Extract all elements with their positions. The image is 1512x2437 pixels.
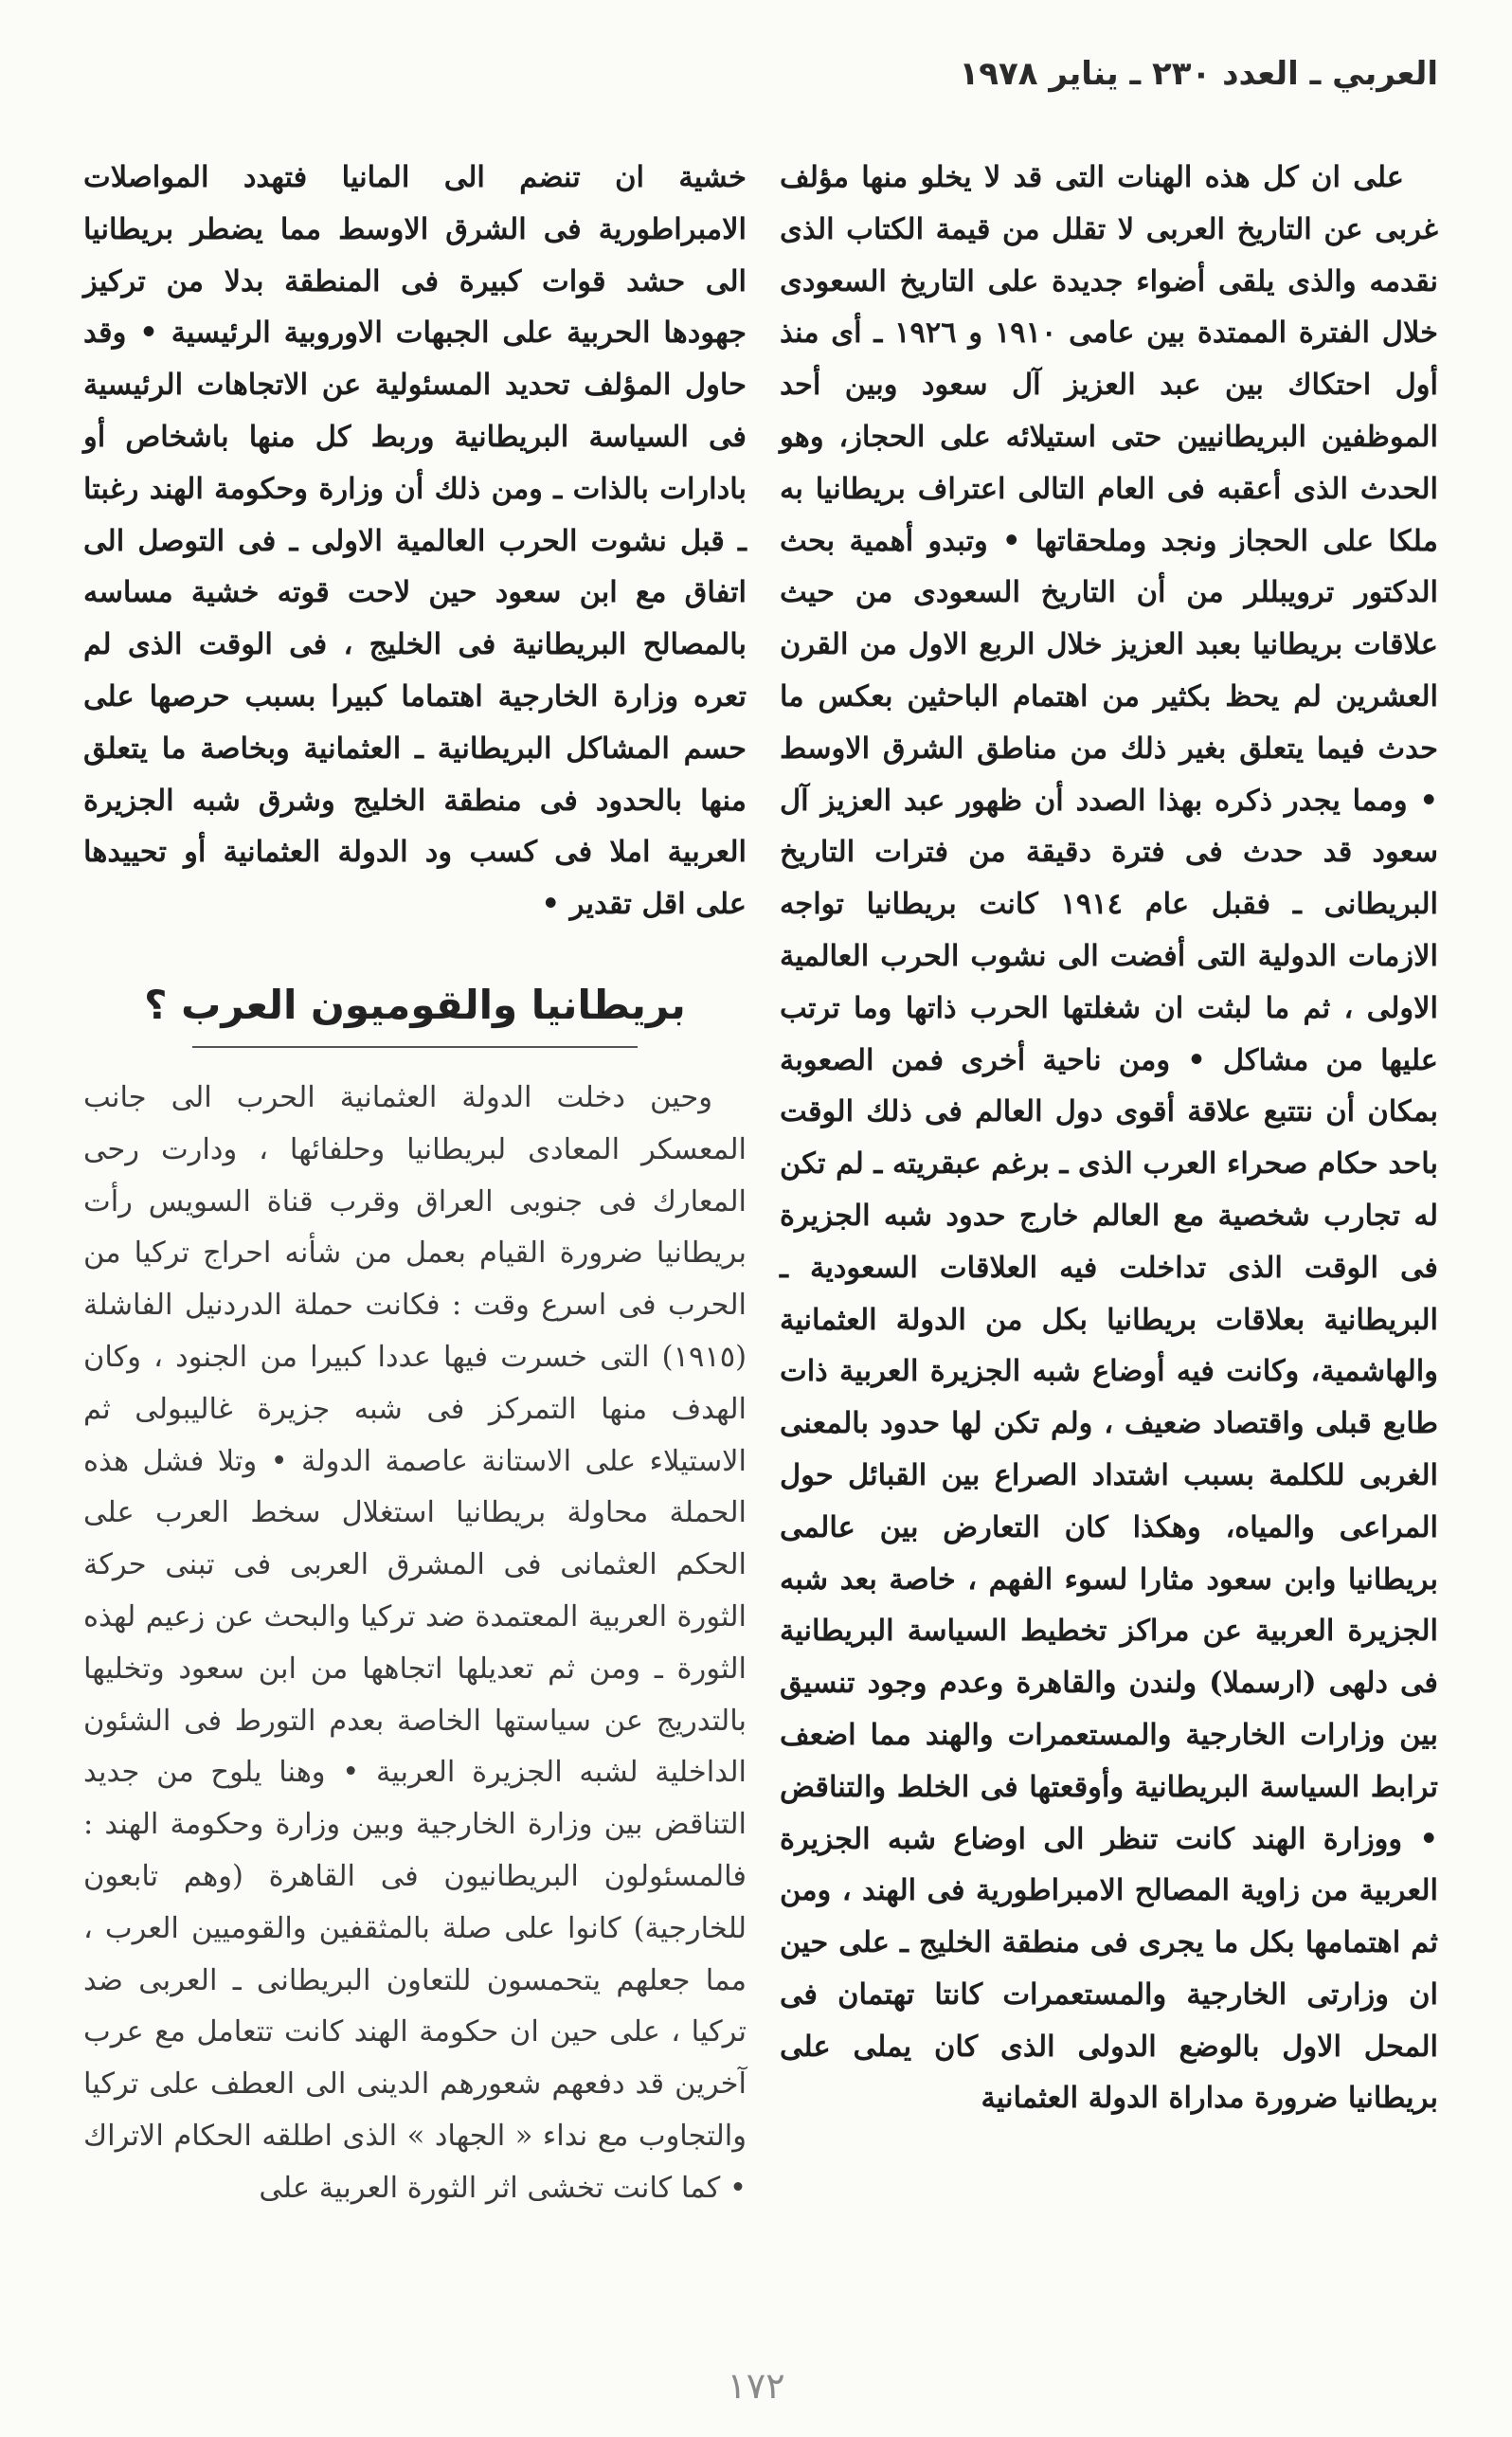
right-column-paragraph: على ان كل هذه الهنات التى قد لا يخلو منها مؤلف غربى عن التاريخ العربى لا تقلل من قيمة الكتاب الذى نقدمه والذى يلقى أضواء جديدة على التاريخ السعودى خلال الفترة الممتدة بين عامى ١٩١٠ و ١٩٢٦ ـ أى منذ أول احتكاك بين عبد العزيز آل سعود وبين أحد الموظفين البريطانيين حتى استيلائه على الحجاز، وهو الحدث الذى أعقبه فى العام التالى اعتراف بريطانيا به ملكا على الحجاز ونجد وملحقاتها • وتبدو أهمية بحث الدكتور ترويبللر من أن التاريخ السعودى من حيث علاقات بريطانيا بعبد العزيز خلال الربع الاول من القرن العشرين لم يحظ بكثير من اهتمام الباحثين بعكس ما حدث فيما يتعلق بغير ذلك من مناطق الشرق الاوسط • ومما يجدر ذكره بهذا الصدد أن ظهور عبد العزيز آل سعود قد حدث فى فترة دقيقة من فترات التاريخ البريطانى ـ فقبل عام ١٩١٤ كانت بريطانيا تواجه الازمات الدولية التى أفضت الى نشوب الحرب العالمية الاولى ، ثم ما لبثت ان شغلتها الحرب ذاتها وما ترتب عليها من مشاكل • ومن ناحية أخرى فمن الصعوبة بمكان أن نتتبع علاقة أقوى دول العالم فى ذلك الوقت باحد حكام صحراء العرب الذى ـ برغم عبقريته ـ لم تكن له تجارب شخصية مع العالم خارج حدود شبه الجزيرة فى الوقت الذى تداخلت فيه العلاقات السعودية ـ البريطانية بعلاقات بريطانيا بكل من الدولة العثمانية والهاشمية، وكانت فيه أوضاع شبه الجزيرة العربية ذات طابع قبلى واقتصاد ضعيف ، ولم تكن لها حدود بالمعنى الغربى للكلمة بسبب اشتداد الصراع بين القبائل حول المراعى والمياه، وهكذا كان التعارض بين عالمى بريطانيا وابن سعود مثارا لسوء الفهم ، خاصة بعد شبه الجزيرة العربية عن مراكز تخطيط السياسة البريطانية فى دلهى (ارسملا) ولندن والقاهرة وعدم وجود تنسيق بين وزارات الخارجية والمستعمرات والهند مما اضعف ترابط السياسة البريطانية وأوقعتها فى الخلط والتناقض • ووزارة الهند كانت تنظر الى اوضاع شبه الجزيرة العربية من زاوية المصالح الامبراطورية فى الهند ، ومن ثم اهتمامها بكل ما يجرى فى منطقة الخليج ـ على حين ان وزارتى الخارجية والمستعمرات كانتا تهتمان فى المحل الاول بالوضع الدولى الذى كان يملى على بريطانيا ضرورة مداراة الدولة العثمانية: [780, 160, 1439, 2116]
section-heading: بريطانيا والقوميون العرب ؟: [144, 981, 686, 1028]
page-number: ١٧٢: [727, 2365, 785, 2407]
running-header: العربي ـ العدد ٢٣٠ ـ يناير ١٩٧٨: [959, 55, 1438, 93]
right-column: [780, 152, 1438, 2124]
left-column-paragraph-bottom: وحين دخلت الدولة العثمانية الحرب الى جانب المعسكر المعادى لبريطانيا وحلفائها ، ودارت رحى المعارك فى جنوبى العراق وقرب قناة السويس رأت بريطانيا ضرورة القيام بعمل من شأنه احراج تركيا من الحرب فى اسرع وقت : فكانت حملة الدردنيل الفاشلة (١٩١٥) التى خسرت فيها عددا كبيرا من الجنود ، وكان الهدف منها التمركز فى شبه جزيرة غاليبولى ثم الاستيلاء على الاستانة عاصمة الدولة • وتلا فشل هذه الحملة محاولة بريطانيا استغلال سخط العرب على الحكم العثمانى فى المشرق العربى فى تبنى حركة الثورة العربية المعتمدة ضد تركيا والبحث عن زعيم لهذه الثورة ـ ومن ثم تعديلها اتجاهها من ابن سعود وتخليها بالتدريج عن سياستها الخاصة بعدم التورط فى الشئون الداخلية لشبه الجزيرة العربية • وهنا يلوح من جديد التناقض بين وزارة الخارجية وبين وزارة وحكومة الهند : فالمسئولون البريطانيون فى القاهرة (وهم تابعون للخارجية) كانوا على صلة بالمثقفين والقوميين العرب ، مما جعلهم يتحمسون للتعاون البريطانى ـ العربى ضد تركيا ، على حين ان حكومة الهند كانت تتعامل مع عرب آخرين قد دفعهم شعورهم الدينى الى العطف على تركيا والتجاوب مع نداء « الجهاد » الذى اطلقه الحكام الاتراك • كما كانت تخشى اثر الثورة العربية على: [83, 1080, 747, 2205]
left-column: [83, 152, 747, 2214]
left-column-paragraph-top: خشية ان تنضم الى المانيا فتهدد المواصلات الامبراطورية فى الشرق الاوسط مما يضطر بريطانيا الى حشد قوات كبيرة فى المنطقة بدلا من تركيز جهودها الحربية على الجبهات الاوروبية الرئيسية • وقد حاول المؤلف تحديد المسئولية عن الاتجاهات الرئيسية فى السياسة البريطانية وربط كل منها باشخاص أو بادارات بالذات ـ ومن ذلك أن وزارة وحكومة الهند رغبتا ـ قبل نشوت الحرب العالمية الاولى ـ فى التوصل الى اتفاق مع ابن سعود حين لاحت قوته خشية مساسه بالمصالح البريطانية فى الخليج ، فى الوقت الذى لم تعره وزارة الخارجية اهتماما كبيرا بسبب حرصها على حسم المشاكل البريطانية ـ العثمانية وبخاصة ما يتعلق منها بالحدود فى منطقة الخليج وشرق شبه الجزيرة العربية املا فى كسب ود الدولة العثمانية أو تحييدها على اقل تقدير •: [83, 160, 747, 922]
heading-underline: [192, 1046, 638, 1048]
